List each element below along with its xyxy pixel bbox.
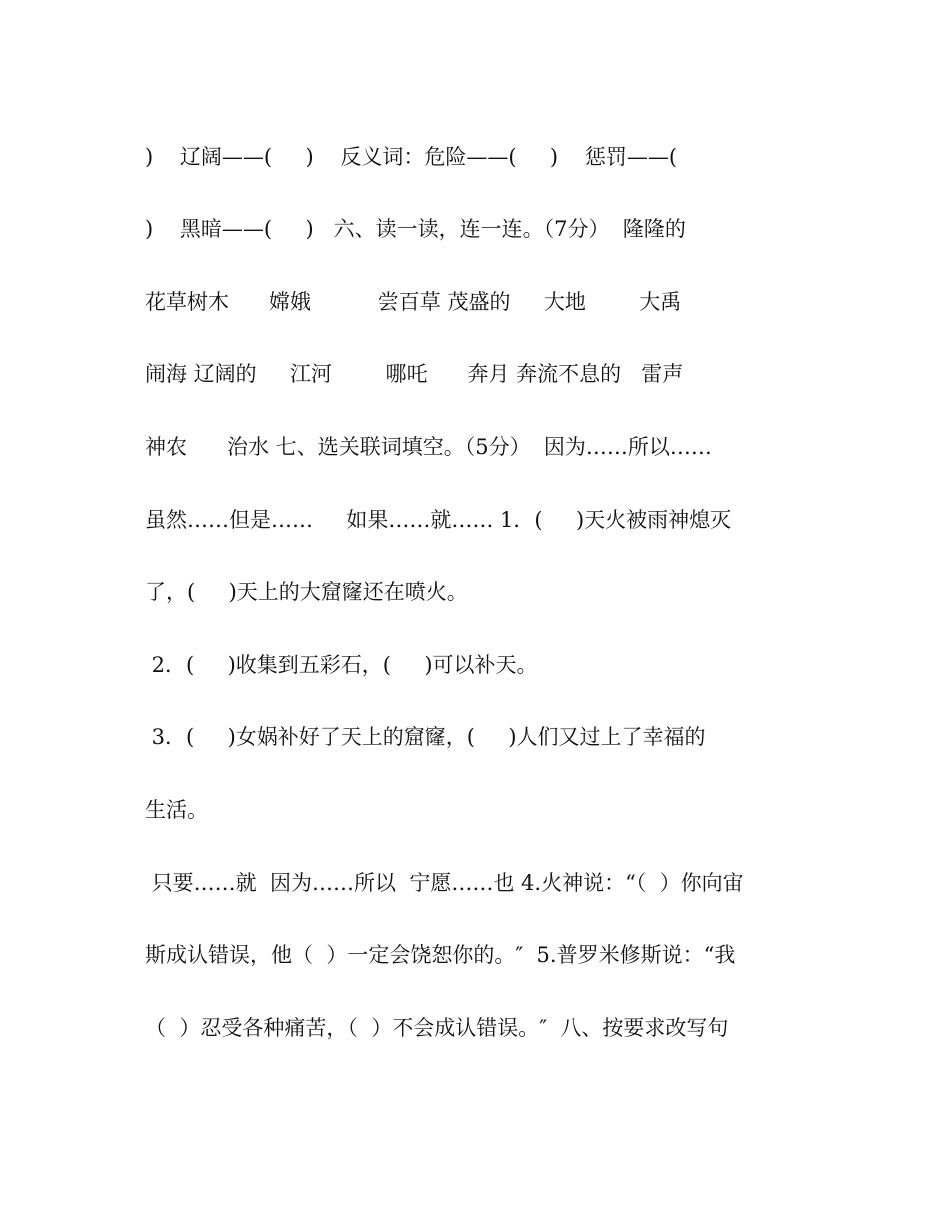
text-line-13: （ ）忍受各种痛苦，（ ）不会成认错误。″ 八、按要求改写句 (145, 1016, 729, 1040)
text-line-4: 闹海 辽阔的 江河 哪吒 奔月 奔流不息的 雷声 (145, 362, 684, 386)
text-line-5: 神农 治水 七、选关联词填空。（5分） 因为……所以…… (145, 435, 712, 459)
text-line-7: 了，( )天上的大窟窿还在喷火。 (145, 580, 468, 604)
text-line-11: 只要……就 因为……所以 宁愿……也 4.火神说：“（ ）你向宙 (145, 871, 744, 895)
text-line-2: ) 黑暗——( ) 六、读一读，连一连。（7分） 隆隆的 (145, 217, 686, 241)
text-line-10: 生活。 (145, 798, 208, 822)
text-line-1: ) 辽阔——( ) 反义词：危险——( ) 惩罚——( (145, 145, 678, 169)
text-line-6: 虽然……但是…… 如果……就…… 1．( )天火被雨神熄灭 (145, 508, 732, 532)
text-line-9: 3．( )女娲补好了天上的窟窿，( )人们又过上了幸福的 (145, 725, 706, 749)
text-line-3: 花草树木 嫦娥 尝百草 茂盛的 大地 大禹 (145, 290, 682, 314)
text-line-12: 斯成认错误，他（ ）一定会饶恕你的。″ 5.普罗米修斯说：“我 (145, 943, 736, 967)
text-line-8: 2．( )收集到五彩石，( )可以补天。 (145, 653, 538, 677)
